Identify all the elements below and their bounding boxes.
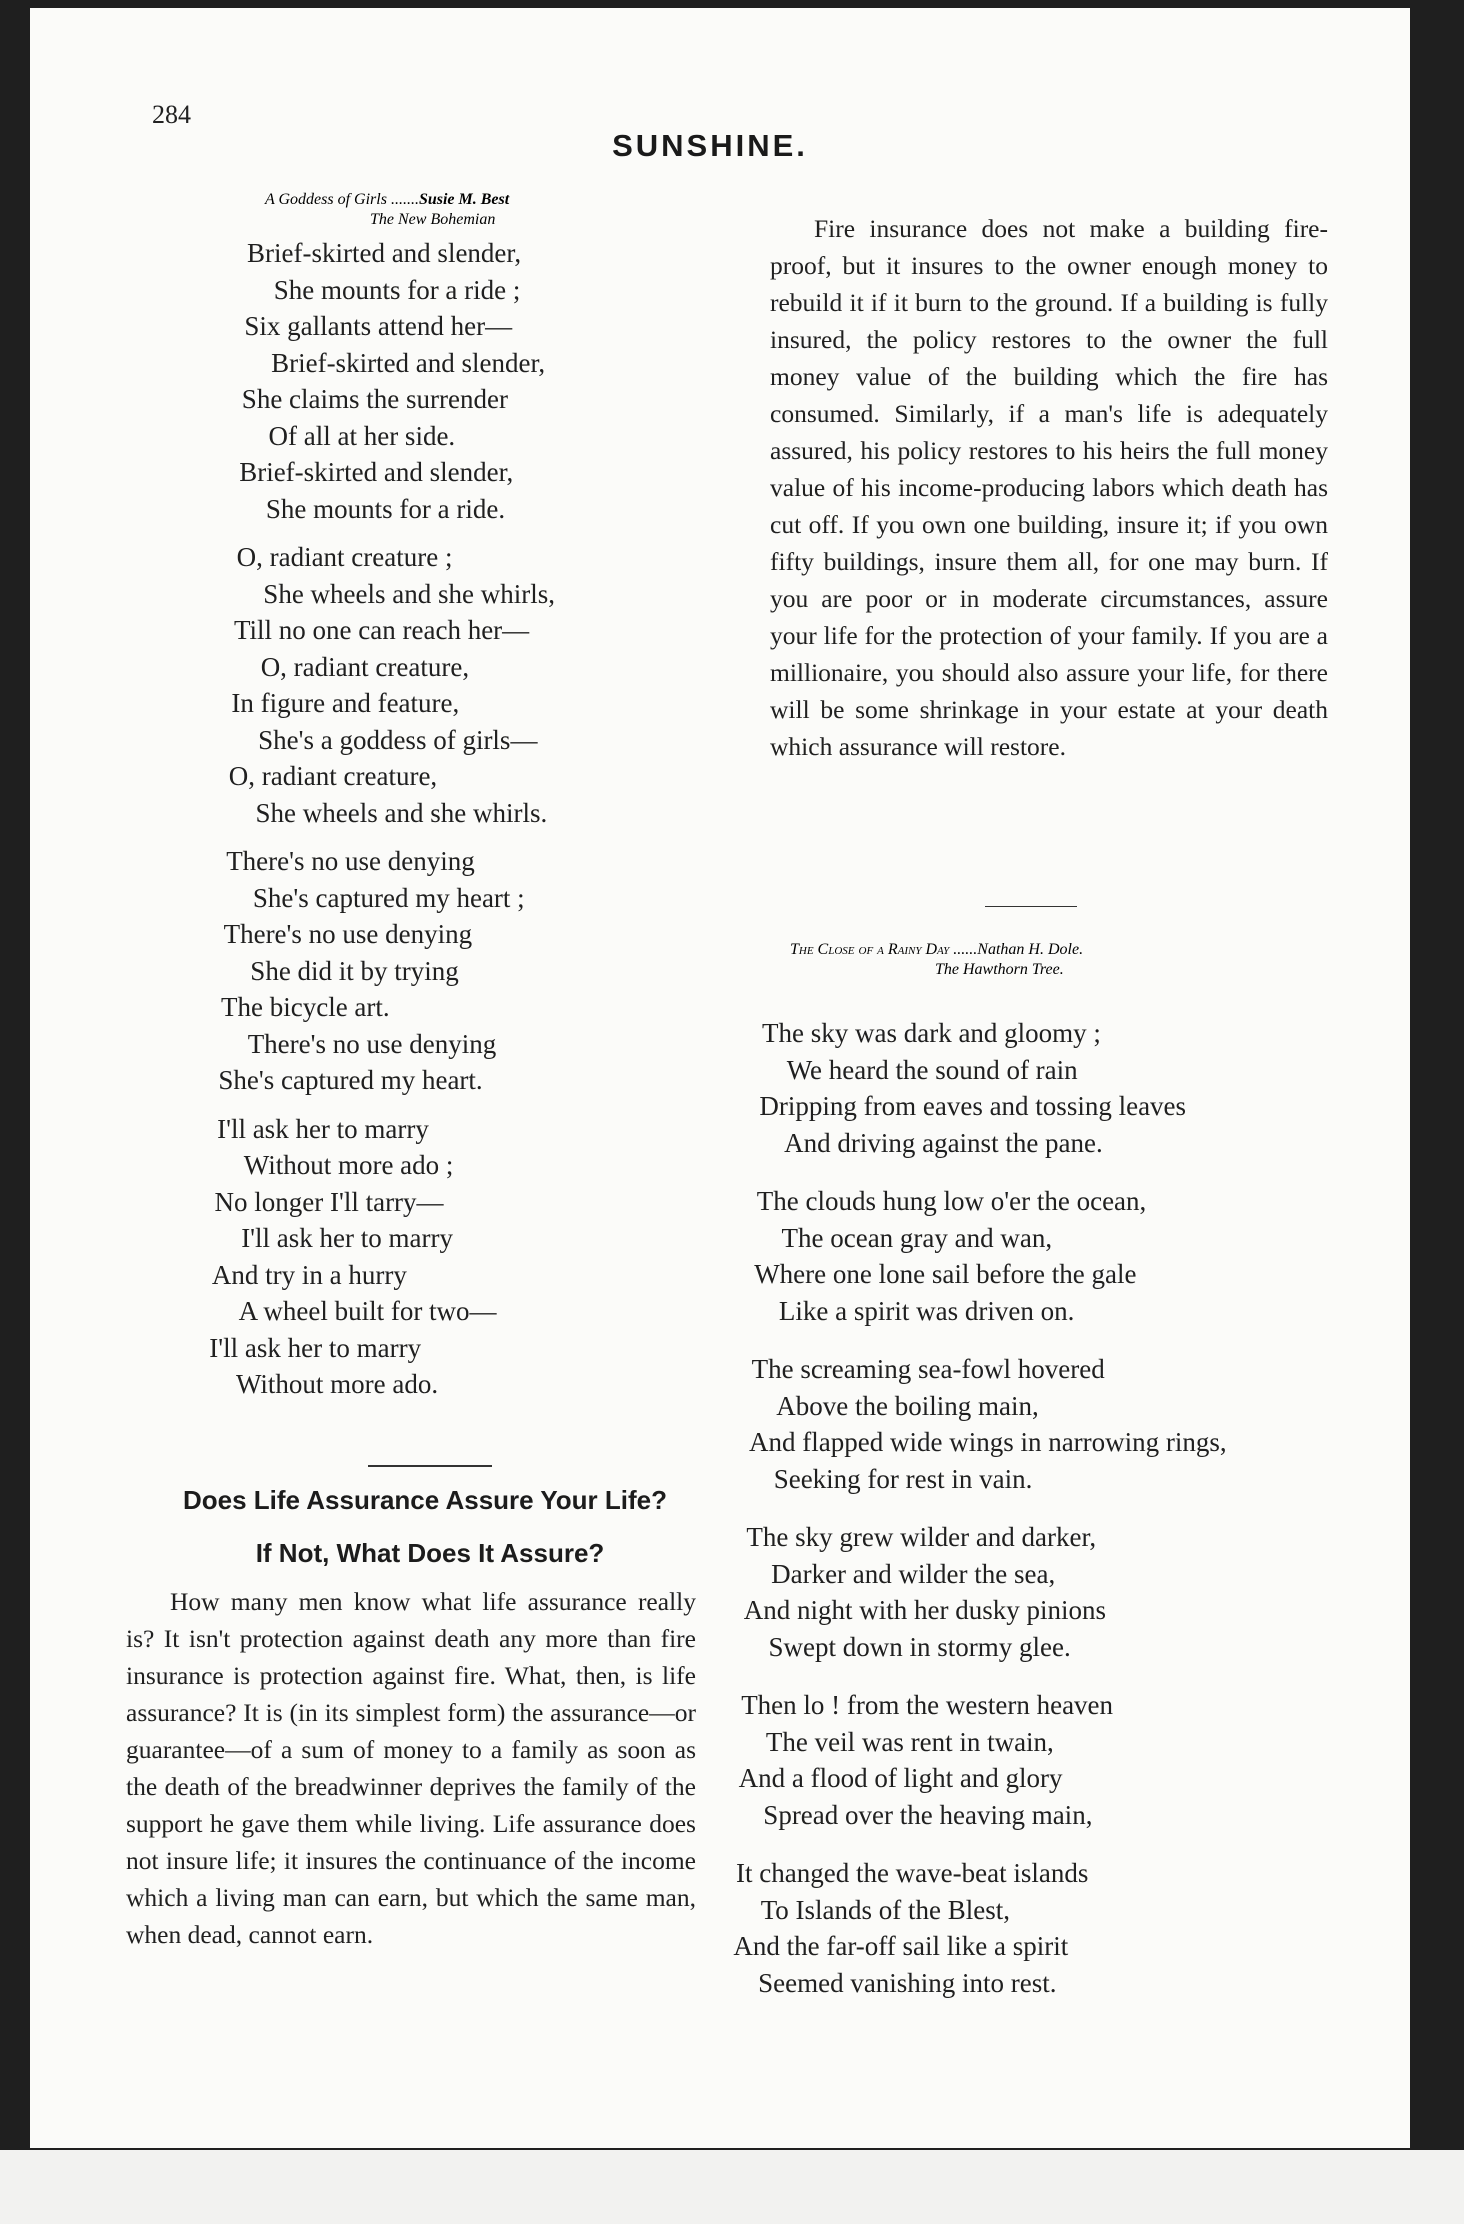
- poem-line: Seemed vanishing into rest.: [758, 1967, 1057, 1998]
- poem-line: The screaming sea-fowl hovered: [751, 1354, 1105, 1384]
- poem1-title: A Goddess of Girls: [265, 191, 387, 208]
- scan-margin: [0, 2150, 1464, 2224]
- poem-line: She mounts for a ride.: [265, 493, 506, 524]
- article-paragraph-1: How many men know what life assurance really is? It isn't protection against death any more than fire insurance is protection against fire. What, then, is life assurance? It is (in its simplest form) the assurance—or guarantee—of a sum of money to a family as soon as the death of the breadwinner deprives the family of the support he gave them while living. Life assurance does not insure life; it insures the continuance of the income which a living man can earn, but which the same man, when dead, cannot earn.: [126, 1587, 696, 1949]
- poem-line: And flapped wide wings in narrowing rings,: [749, 1427, 1227, 1457]
- poem1-source: The New Bohemian: [370, 211, 496, 228]
- poem2-credit: [790, 940, 1310, 980]
- poem1-leader: .......: [390, 191, 419, 208]
- poem-line: Six gallants attend her—: [244, 311, 513, 341]
- poem-line: There's no use denying: [247, 1028, 497, 1059]
- poem-line: Of all at her side.: [268, 420, 456, 451]
- poem-line: She mounts for a ride ;: [273, 274, 521, 305]
- poem-line: Dripping from eaves and tossing leaves: [759, 1091, 1187, 1121]
- poem-line: Till no one can reach her—: [234, 615, 530, 645]
- poem1-credit: [265, 190, 685, 230]
- poem-line: And night with her dusky pinions: [743, 1595, 1107, 1625]
- poem-line: Seeking for rest in vain.: [773, 1463, 1033, 1494]
- poem-line: She's captured my heart.: [218, 1065, 483, 1095]
- poem-line: A wheel built for two—: [238, 1296, 497, 1326]
- poem-line: The sky was dark and gloomy ;: [762, 1018, 1101, 1048]
- article-paragraph-2: Fire insurance does not make a building fire-proof, but it insures to the owner enough money to rebuild it if it burn to the ground. If a building is fully insured, the policy restores to the owner the full money value of the building which the fire has consumed. Similarly, if a man's life is adequately assured, his policy restores to his heirs the full money value of his income-producing labors which death has cut off. If you own one building, insure it; if you own fifty buildings, insure them all, for one may burn. If you are poor or in moderate circumstances, assure your life for the protection of your family. If you are a millionaire, you should also assure your life, for there will be some shrinkage in your estate at your death which assurance will restore.: [770, 214, 1328, 761]
- poem-line: Swept down in stormy glee.: [768, 1631, 1071, 1662]
- article-divider: [985, 906, 1077, 907]
- poem-line: In figure and feature,: [231, 688, 460, 718]
- article-title-line2: If Not, What Does It Assure?: [255, 1538, 605, 1568]
- poem-line: The sky grew wilder and darker,: [746, 1522, 1097, 1552]
- poem2-leader: ......: [953, 941, 978, 958]
- poem-line: To Islands of the Blest,: [760, 1894, 1011, 1925]
- poem1-divider: [368, 1465, 492, 1467]
- poem-line: Without more ado ;: [243, 1150, 454, 1180]
- running-title: SUNSHINE.: [612, 128, 808, 163]
- poem-line: Above the boiling main,: [776, 1390, 1039, 1421]
- poem-line: There's no use denying: [223, 919, 473, 949]
- poem-line: The clouds hung low o'er the ocean,: [756, 1186, 1147, 1216]
- poem-line: The veil was rent in twain,: [765, 1726, 1054, 1757]
- poem-line: No longer I'll tarry—: [214, 1186, 444, 1217]
- poem-line: She's a goddess of girls—: [258, 724, 538, 755]
- poem-line: And the far-off sail like a spirit: [733, 1931, 1069, 1961]
- poem-line: I'll ask her to marry: [217, 1113, 429, 1144]
- poem-line: Spread over the heaving main,: [763, 1799, 1093, 1830]
- poem-line: Like a spirit was driven on.: [778, 1295, 1075, 1326]
- poem-line: Where one lone sail before the gale: [754, 1259, 1137, 1289]
- poem-line: She wheels and she whirls.: [255, 797, 548, 828]
- article-title-line1: Does Life Assurance Assure Your Life?: [182, 1485, 668, 1515]
- poem-line: And a flood of light and glory: [738, 1763, 1063, 1793]
- poem1-author: Susie M. Best: [418, 191, 510, 208]
- poem2-title: The Close of a Rainy Day: [790, 941, 950, 958]
- poem-line: I'll ask her to marry: [241, 1223, 453, 1253]
- poem-line: And try in a hurry: [211, 1259, 407, 1290]
- poem-line: O, radiant creature ;: [236, 542, 453, 572]
- poem-line: I'll ask her to marry: [209, 1332, 422, 1363]
- poem-line: Brief-skirted and slender,: [247, 238, 522, 268]
- poem-line: She did it by trying: [250, 955, 459, 986]
- poem-line: She wheels and she whirls,: [263, 578, 555, 609]
- poem-line: The ocean gray and wan,: [781, 1222, 1053, 1253]
- poem-line: Brief-skirted and slender,: [239, 457, 514, 487]
- poem-line: Brief-skirted and slender,: [271, 347, 546, 378]
- poem-line: It changed the wave-beat islands: [736, 1858, 1089, 1888]
- poem-line: We heard the sound of rain: [786, 1054, 1078, 1085]
- poem-line: She claims the surrender: [241, 384, 508, 414]
- poem-line: O, radiant creature,: [260, 651, 470, 682]
- poem2-author: Nathan H. Dole.: [977, 941, 1084, 958]
- poem2-source: The Hawthorn Tree.: [935, 961, 1064, 978]
- poem-line: She's captured my heart ;: [252, 882, 525, 913]
- poem-line: Darker and wilder the sea,: [771, 1558, 1056, 1589]
- poem-line: And driving against the pane.: [784, 1127, 1103, 1158]
- poem-line: There's no use denying: [226, 846, 475, 876]
- poem-line: Then lo ! from the western heaven: [741, 1690, 1114, 1720]
- poem-line: O, radiant creature,: [228, 761, 438, 791]
- poem-line: Without more ado.: [236, 1369, 439, 1399]
- poem-line: The bicycle art.: [221, 992, 390, 1022]
- page-number: 284: [152, 100, 191, 129]
